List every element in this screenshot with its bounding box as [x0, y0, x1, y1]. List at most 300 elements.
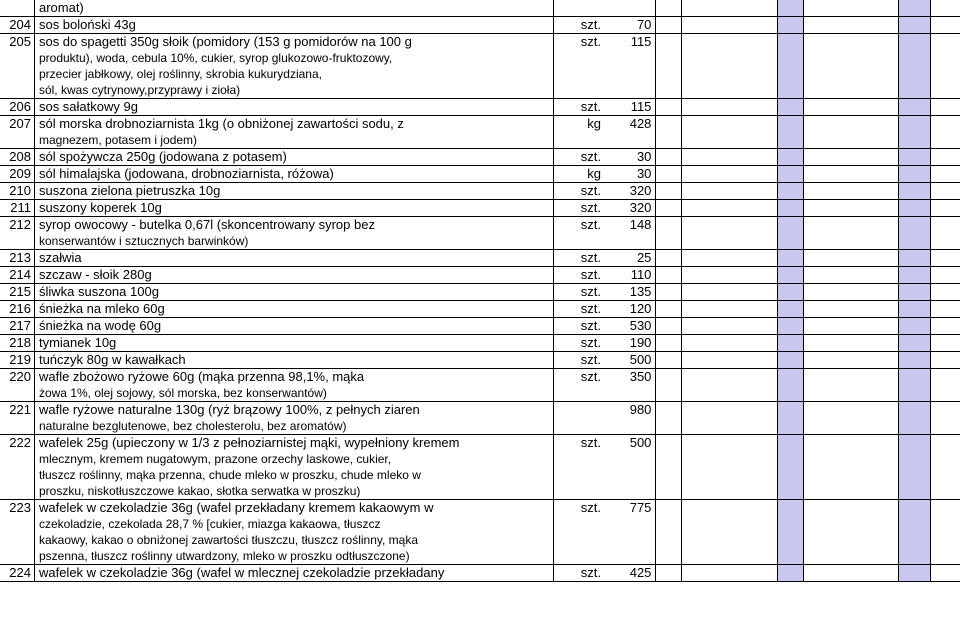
empty-cell[interactable]	[931, 166, 960, 183]
row-number-cell[interactable]	[0, 267, 34, 284]
product-name-cell[interactable]	[34, 267, 553, 284]
product-description-line: kakaowy, kakao o obniżonej zawartości tłuszczu, tłuszcz roślinny, mąka	[38, 533, 419, 547]
empty-cell[interactable]	[656, 217, 682, 250]
empty-cell[interactable]	[777, 301, 803, 318]
quantity-cell[interactable]	[603, 183, 656, 200]
product-description-line: przecier jabłkowy, olej roślinny, skrobia kukurydziana,	[38, 67, 322, 81]
empty-cell[interactable]	[899, 250, 931, 267]
empty-cell[interactable]	[899, 301, 931, 318]
quantity-cell[interactable]	[603, 250, 656, 267]
empty-cell[interactable]	[803, 352, 899, 369]
row-number-cell[interactable]	[0, 34, 34, 99]
product-description-line: wafle ryżowe naturalne 130g (ryż brązowy 100%, z pełnych ziaren	[38, 402, 420, 417]
quantity-cell[interactable]	[603, 17, 656, 34]
empty-cell[interactable]	[899, 335, 931, 352]
empty-cell[interactable]	[803, 565, 899, 582]
product-description-line: mlecznym, kremem nugatowym, prazone orzechy laskowe, cukier,	[38, 452, 392, 466]
product-name-cell[interactable]	[34, 369, 553, 402]
product-description-line: syrop owocowy - butelka 0,67l (skoncentrowany syrop bez	[38, 217, 375, 232]
quantity-value: 30	[636, 166, 652, 181]
unit-value: kg	[587, 116, 601, 131]
row-number-cell[interactable]	[0, 318, 34, 335]
empty-cell[interactable]	[656, 369, 682, 402]
empty-cell[interactable]	[931, 99, 960, 116]
empty-cell[interactable]	[656, 116, 682, 149]
empty-cell[interactable]	[682, 335, 778, 352]
empty-cell[interactable]	[899, 149, 931, 166]
empty-cell[interactable]	[656, 183, 682, 200]
empty-cell[interactable]	[777, 99, 803, 116]
empty-cell[interactable]	[899, 166, 931, 183]
empty-cell[interactable]	[682, 17, 778, 34]
row-number: 208	[9, 149, 31, 164]
empty-cell[interactable]	[682, 34, 778, 99]
empty-cell[interactable]	[931, 116, 960, 149]
unit-cell[interactable]	[553, 500, 603, 565]
empty-cell[interactable]	[899, 183, 931, 200]
quantity-cell[interactable]	[603, 166, 656, 183]
row-number-cell[interactable]	[0, 435, 34, 500]
empty-cell[interactable]	[899, 318, 931, 335]
empty-cell[interactable]	[803, 335, 899, 352]
empty-cell[interactable]	[682, 284, 778, 301]
product-description-line: szczaw - słoik 280g	[38, 267, 152, 282]
unit-cell[interactable]	[553, 116, 603, 149]
quantity-cell[interactable]	[603, 500, 656, 565]
row-number: 204	[9, 17, 31, 32]
table-row	[0, 99, 960, 116]
product-description-line: wafelek 25g (upieczony w 1/3 z pełnoziarnistej mąki, wypełniony kremem	[38, 435, 460, 450]
empty-cell[interactable]	[682, 0, 778, 17]
unit-cell[interactable]	[553, 17, 603, 34]
unit-value: szt.	[580, 284, 601, 299]
product-name-cell[interactable]	[34, 149, 553, 166]
empty-cell[interactable]	[656, 267, 682, 284]
empty-cell[interactable]	[682, 200, 778, 217]
unit-value: szt.	[580, 200, 601, 215]
row-number: 211	[10, 200, 31, 215]
unit-cell[interactable]	[553, 166, 603, 183]
empty-cell[interactable]	[899, 500, 931, 565]
empty-cell[interactable]	[899, 352, 931, 369]
quantity-value: 115	[630, 99, 652, 114]
empty-cell[interactable]	[931, 267, 960, 284]
empty-cell[interactable]	[777, 500, 803, 565]
unit-value: szt.	[580, 250, 601, 265]
unit-cell[interactable]	[553, 335, 603, 352]
empty-cell[interactable]	[682, 301, 778, 318]
quantity-cell[interactable]	[603, 34, 656, 99]
product-name-cell[interactable]	[34, 0, 553, 17]
table-row	[0, 284, 960, 301]
product-description-line: sól spożywcza 250g (jodowana z potasem)	[38, 149, 287, 164]
row-number-cell[interactable]	[0, 200, 34, 217]
quantity-cell[interactable]	[603, 318, 656, 335]
empty-cell[interactable]	[777, 267, 803, 284]
row-number-cell[interactable]	[0, 369, 34, 402]
row-number-cell[interactable]	[0, 352, 34, 369]
product-description-line: aromat)	[38, 0, 84, 15]
empty-cell[interactable]	[682, 267, 778, 284]
quantity-value: 120	[629, 301, 652, 316]
empty-cell[interactable]	[899, 369, 931, 402]
empty-cell[interactable]	[656, 166, 682, 183]
product-name-cell[interactable]	[34, 318, 553, 335]
table-row	[0, 166, 960, 183]
empty-cell[interactable]	[899, 435, 931, 500]
product-name-cell[interactable]	[34, 565, 553, 582]
row-number: 212	[9, 217, 31, 232]
empty-cell[interactable]	[656, 565, 682, 582]
quantity-cell[interactable]	[603, 217, 656, 250]
row-number: 206	[9, 99, 31, 114]
row-number: 216	[9, 301, 31, 316]
row-number-cell[interactable]	[0, 99, 34, 116]
unit-value: szt.	[580, 435, 601, 450]
unit-cell[interactable]	[553, 0, 603, 17]
row-number-cell[interactable]	[0, 250, 34, 267]
empty-cell[interactable]	[931, 435, 960, 500]
row-number-cell[interactable]	[0, 335, 34, 352]
empty-cell[interactable]	[682, 116, 778, 149]
quantity-cell[interactable]	[603, 0, 656, 17]
row-number-cell[interactable]	[0, 565, 34, 582]
unit-cell[interactable]	[553, 565, 603, 582]
unit-value: szt.	[580, 301, 601, 316]
table-row	[0, 369, 960, 402]
empty-cell[interactable]	[931, 0, 960, 17]
quantity-cell[interactable]	[603, 565, 656, 582]
row-number-cell[interactable]	[0, 149, 34, 166]
empty-cell[interactable]	[656, 435, 682, 500]
empty-cell[interactable]	[803, 318, 899, 335]
quantity-value: 530	[629, 318, 652, 333]
empty-cell[interactable]	[682, 183, 778, 200]
quantity-cell[interactable]	[603, 99, 656, 116]
table-row	[0, 301, 960, 318]
empty-cell[interactable]	[777, 352, 803, 369]
product-name-cell[interactable]	[34, 335, 553, 352]
row-number-cell[interactable]	[0, 116, 34, 149]
quantity-cell[interactable]	[603, 301, 656, 318]
row-number: 218	[9, 335, 31, 350]
product-name-cell[interactable]	[34, 435, 553, 500]
unit-cell[interactable]	[553, 200, 603, 217]
quantity-value: 320	[629, 183, 652, 198]
table-row	[0, 17, 960, 34]
row-number: 205	[9, 34, 31, 49]
empty-cell[interactable]	[899, 116, 931, 149]
empty-cell[interactable]	[931, 500, 960, 565]
empty-cell[interactable]	[899, 99, 931, 116]
row-number: 209	[9, 166, 31, 181]
row-number-cell[interactable]	[0, 284, 34, 301]
product-description-line: sos sałatkowy 9g	[38, 99, 138, 114]
empty-cell[interactable]	[803, 369, 899, 402]
quantity-value: 500	[629, 435, 652, 450]
empty-cell[interactable]	[682, 565, 778, 582]
unit-value: szt.	[580, 183, 601, 198]
empty-cell[interactable]	[803, 217, 899, 250]
quantity-cell[interactable]	[603, 284, 656, 301]
empty-cell[interactable]	[803, 301, 899, 318]
empty-cell[interactable]	[931, 352, 960, 369]
empty-cell[interactable]	[656, 335, 682, 352]
empty-cell[interactable]	[777, 250, 803, 267]
row-number: 215	[9, 284, 31, 299]
empty-cell[interactable]	[682, 149, 778, 166]
unit-cell[interactable]	[553, 318, 603, 335]
unit-cell[interactable]	[553, 284, 603, 301]
empty-cell[interactable]	[803, 149, 899, 166]
unit-cell[interactable]	[553, 217, 603, 250]
empty-cell[interactable]	[777, 217, 803, 250]
empty-cell[interactable]	[899, 17, 931, 34]
empty-cell[interactable]	[899, 200, 931, 217]
empty-cell[interactable]	[682, 500, 778, 565]
empty-cell[interactable]	[803, 200, 899, 217]
product-name-cell[interactable]	[34, 284, 553, 301]
unit-cell[interactable]	[553, 149, 603, 166]
product-name-cell[interactable]	[34, 500, 553, 565]
unit-cell[interactable]	[553, 183, 603, 200]
empty-cell[interactable]	[682, 402, 778, 435]
empty-cell[interactable]	[931, 284, 960, 301]
quantity-value: 980	[629, 402, 652, 417]
table-row	[0, 402, 960, 435]
row-number-cell[interactable]	[0, 217, 34, 250]
empty-cell[interactable]	[931, 565, 960, 582]
row-number: 221	[9, 402, 31, 417]
empty-cell[interactable]	[931, 183, 960, 200]
product-description-line: konserwantów i sztucznych barwinków)	[38, 234, 249, 248]
product-name-cell[interactable]	[34, 250, 553, 267]
product-description-line: śliwka suszona 100g	[38, 284, 159, 299]
empty-cell[interactable]	[777, 335, 803, 352]
product-description-line: suszona zielona pietruszka 10g	[38, 183, 221, 198]
unit-cell[interactable]	[553, 435, 603, 500]
empty-cell[interactable]	[931, 402, 960, 435]
row-number: 207	[9, 116, 31, 131]
row-number-cell[interactable]	[0, 17, 34, 34]
row-number-cell[interactable]	[0, 183, 34, 200]
quantity-value: 25	[636, 250, 652, 265]
empty-cell[interactable]	[803, 116, 899, 149]
product-description-line: sól himalajska (jodowana, drobnoziarnista, różowa)	[38, 166, 334, 181]
product-name-cell[interactable]	[34, 17, 553, 34]
empty-cell[interactable]	[777, 34, 803, 99]
product-description-line: śnieżka na mleko 60g	[38, 301, 165, 316]
empty-cell[interactable]	[656, 17, 682, 34]
unit-value: kg	[587, 166, 601, 181]
unit-cell[interactable]	[553, 369, 603, 402]
table-row	[0, 200, 960, 217]
table-row	[0, 318, 960, 335]
row-number: 210	[9, 183, 31, 198]
empty-cell[interactable]	[899, 217, 931, 250]
empty-cell[interactable]	[899, 565, 931, 582]
product-description-line: sos do spagetti 350g słoik (pomidory (153 g pomidorów na 100 g	[38, 34, 412, 49]
row-number-cell[interactable]	[0, 500, 34, 565]
empty-cell[interactable]	[656, 250, 682, 267]
empty-cell[interactable]	[803, 284, 899, 301]
product-description-line: sól, kwas cytrynowy,przyprawy i zioła)	[38, 83, 241, 97]
empty-cell[interactable]	[682, 369, 778, 402]
empty-cell[interactable]	[777, 17, 803, 34]
empty-cell[interactable]	[803, 99, 899, 116]
quantity-value: 320	[629, 200, 652, 215]
empty-cell[interactable]	[656, 301, 682, 318]
product-description-line: śnieżka na wodę 60g	[38, 318, 162, 333]
empty-cell[interactable]	[931, 318, 960, 335]
empty-cell[interactable]	[777, 284, 803, 301]
empty-cell[interactable]	[777, 369, 803, 402]
quantity-cell[interactable]	[603, 267, 656, 284]
product-name-cell[interactable]	[34, 402, 553, 435]
quantity-cell[interactable]	[603, 352, 656, 369]
table-row	[0, 267, 960, 284]
empty-cell[interactable]	[931, 200, 960, 217]
unit-value: szt.	[580, 149, 601, 164]
unit-value: szt.	[580, 335, 601, 350]
empty-cell[interactable]	[803, 166, 899, 183]
unit-value: szt.	[580, 217, 601, 232]
empty-cell[interactable]	[803, 183, 899, 200]
empty-cell[interactable]	[931, 335, 960, 352]
quantity-value: 190	[629, 335, 652, 350]
product-name-cell[interactable]	[34, 34, 553, 99]
product-name-cell[interactable]	[34, 183, 553, 200]
table-row	[0, 500, 960, 565]
unit-cell[interactable]	[553, 99, 603, 116]
quantity-value: 110	[630, 267, 652, 282]
empty-cell[interactable]	[682, 435, 778, 500]
quantity-cell[interactable]	[603, 149, 656, 166]
unit-cell[interactable]	[553, 301, 603, 318]
empty-cell[interactable]	[656, 402, 682, 435]
empty-cell[interactable]	[803, 435, 899, 500]
empty-cell[interactable]	[656, 200, 682, 217]
product-name-cell[interactable]	[34, 166, 553, 183]
product-name-cell[interactable]	[34, 352, 553, 369]
empty-cell[interactable]	[656, 352, 682, 369]
quantity-cell[interactable]	[603, 369, 656, 402]
empty-cell[interactable]	[931, 301, 960, 318]
empty-cell[interactable]	[803, 0, 899, 17]
empty-cell[interactable]	[656, 500, 682, 565]
product-name-cell[interactable]	[34, 301, 553, 318]
row-number-cell[interactable]	[0, 402, 34, 435]
empty-cell[interactable]	[777, 166, 803, 183]
empty-cell[interactable]	[682, 99, 778, 116]
empty-cell[interactable]	[777, 116, 803, 149]
unit-value: szt.	[580, 99, 601, 114]
quantity-value: 115	[630, 34, 652, 49]
empty-cell[interactable]	[682, 250, 778, 267]
empty-cell[interactable]	[803, 34, 899, 99]
empty-cell[interactable]	[803, 402, 899, 435]
empty-cell[interactable]	[777, 0, 803, 17]
quantity-value: 30	[636, 149, 652, 164]
empty-cell[interactable]	[931, 217, 960, 250]
product-name-cell[interactable]	[34, 99, 553, 116]
empty-cell[interactable]	[656, 318, 682, 335]
product-name-cell[interactable]	[34, 200, 553, 217]
empty-cell[interactable]	[656, 34, 682, 99]
empty-cell[interactable]	[682, 217, 778, 250]
row-number-cell[interactable]	[0, 166, 34, 183]
product-description-line: suszony koperek 10g	[38, 200, 162, 215]
quantity-cell[interactable]	[603, 116, 656, 149]
empty-cell[interactable]	[777, 200, 803, 217]
unit-value: szt.	[580, 500, 601, 515]
product-name-cell[interactable]	[34, 116, 553, 149]
product-description-line: pszenna, tłuszcz roślinny utwardzony, mleko w proszku odtłuszczone)	[38, 549, 410, 563]
empty-cell[interactable]	[777, 318, 803, 335]
row-number-cell[interactable]	[0, 301, 34, 318]
empty-cell[interactable]	[777, 183, 803, 200]
empty-cell[interactable]	[656, 149, 682, 166]
unit-cell[interactable]	[553, 250, 603, 267]
empty-cell[interactable]	[656, 284, 682, 301]
empty-cell[interactable]	[803, 500, 899, 565]
empty-cell[interactable]	[931, 369, 960, 402]
quantity-cell[interactable]	[603, 435, 656, 500]
product-name-cell[interactable]	[34, 217, 553, 250]
row-number-cell[interactable]	[0, 0, 34, 17]
empty-cell[interactable]	[777, 149, 803, 166]
row-number: 224	[9, 565, 31, 580]
empty-cell[interactable]	[931, 250, 960, 267]
unit-cell[interactable]	[553, 267, 603, 284]
empty-cell[interactable]	[803, 267, 899, 284]
product-description-line: magnezem, potasem i jodem)	[38, 133, 198, 147]
empty-cell[interactable]	[899, 284, 931, 301]
empty-cell[interactable]	[899, 34, 931, 99]
empty-cell[interactable]	[899, 267, 931, 284]
empty-cell[interactable]	[682, 318, 778, 335]
empty-cell[interactable]	[682, 352, 778, 369]
empty-cell[interactable]	[931, 149, 960, 166]
empty-cell[interactable]	[656, 0, 682, 17]
empty-cell[interactable]	[899, 402, 931, 435]
empty-cell[interactable]	[656, 99, 682, 116]
empty-cell[interactable]	[931, 34, 960, 99]
empty-cell[interactable]	[682, 166, 778, 183]
empty-cell[interactable]	[777, 565, 803, 582]
empty-cell[interactable]	[777, 402, 803, 435]
table-row	[0, 0, 960, 17]
unit-cell[interactable]	[553, 402, 603, 435]
unit-cell[interactable]	[553, 352, 603, 369]
product-description-line: tymianek 10g	[38, 335, 117, 350]
empty-cell[interactable]	[803, 250, 899, 267]
row-number: 219	[9, 352, 31, 367]
empty-cell[interactable]	[803, 17, 899, 34]
quantity-cell[interactable]	[603, 402, 656, 435]
quantity-value: 350	[629, 369, 652, 384]
quantity-cell[interactable]	[603, 335, 656, 352]
empty-cell[interactable]	[931, 17, 960, 34]
table-row	[0, 34, 960, 99]
empty-cell[interactable]	[777, 435, 803, 500]
quantity-cell[interactable]	[603, 200, 656, 217]
unit-cell[interactable]	[553, 34, 603, 99]
product-description-line: tłuszcz roślinny, mąka przenna, chude mleko w proszku, chude mleko w	[38, 468, 421, 482]
empty-cell[interactable]	[899, 0, 931, 17]
quantity-value: 428	[629, 116, 652, 131]
row-number: 223	[9, 500, 31, 515]
